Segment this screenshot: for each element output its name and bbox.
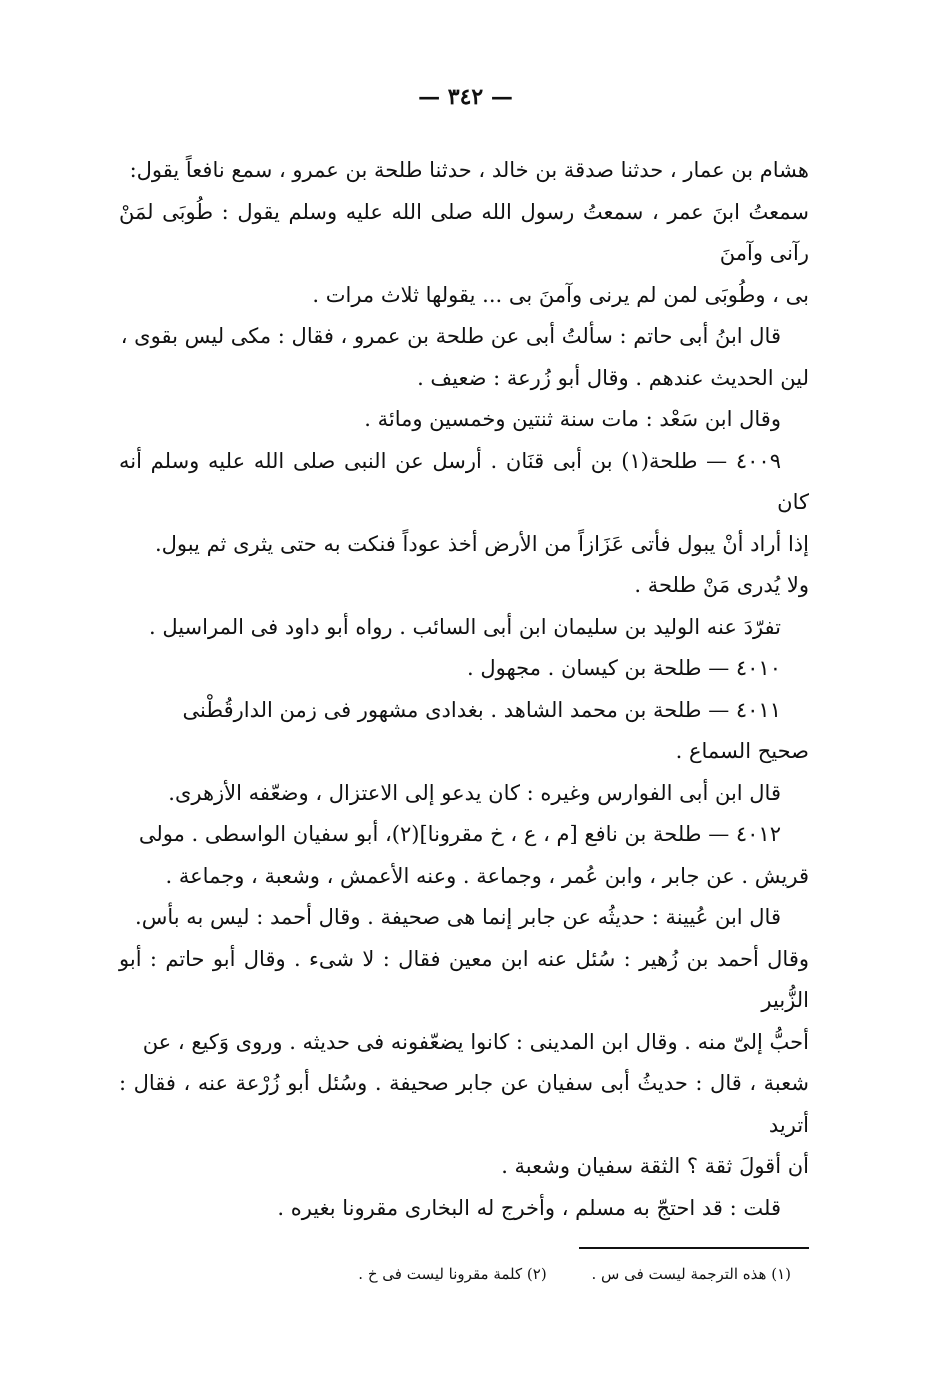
footnote-1: (١) هذه الترجمة ليست فى س . — [591, 1265, 791, 1283]
text-line: شعبة ، قال : حديثُ أبى سفيان عن جابر صحيفة . وسُئل أبو زُرْعة عنه ، فقال : أتريد — [119, 1071, 809, 1137]
text-line: وقال أحمد بن زُهير : سُئل عنه ابن معين فقال : لا شىء . وقال أبو حاتم : أبو الزُّبير — [119, 946, 809, 1012]
text-line: لين الحديث عندهم . وقال أبو زُرعة : ضعيف . — [417, 365, 809, 390]
entry-4010: ٤٠١٠ — طلحة بن كيسان . مجهول . — [467, 656, 781, 680]
text-line: ولا يُدرى مَنْ طلحة . — [634, 573, 809, 597]
footnotes — [231, 1260, 791, 1288]
entry-4012: ٤٠١٢ — طلحة بن نافع [م ، ع ، خ مقرونا](٢)، أبو سفيان الواسطى . مولى — [138, 822, 781, 846]
text-line: هشام بن عمار ، حدثنا صدقة بن خالد ، حدثنا طلحة بن عمرو ، سمع نافعاً يقول: — [129, 158, 809, 182]
text-line: قال ابن أبى الفوارس وغيره : كان يدعو إلى الاعتزال ، وضعّفه الأزهرى. — [168, 780, 781, 805]
text-line: صحيح السماع . — [675, 739, 809, 763]
text-line: قلت : قد احتجّ به مسلم ، وأخرج له البخارى مقرونا بغيره . — [277, 1195, 781, 1220]
footnote-2: (٢) كلمة مقرونا ليست فى خ . — [358, 1265, 547, 1283]
text-line: قريش . عن جابر ، وابن عُمر ، وجماعة . وعنه الأعمش ، وشعبة ، وجماعة . — [165, 863, 809, 888]
text-line: تفرّدَ عنه الوليد بن سليمان ابن أبى السائب . رواه أبو داود فى المراسيل . — [148, 614, 781, 639]
main-text — [119, 150, 809, 1229]
footnote-divider — [579, 1247, 809, 1249]
text-line: وقال ابن سَعْد : مات سنة ثنتين وخمسين ومائة . — [364, 407, 781, 431]
text-line: قال ابنُ أبى حاتم : سألتُ أبى عن طلحة بن عمرو ، فقال : مكى ليس بقوى ، — [120, 324, 781, 348]
text-line: أحبُّ إلىّ منه . وقال ابن المدينى : كانوا يضعّفونه فى حديثه . وروى وَكيع ، عن — [142, 1029, 809, 1054]
text-line: قال ابن عُيينة : حديثُه عن جابر إنما هى صحيفة . وقال أحمد : ليس به بأس. — [135, 905, 781, 929]
text-line: بى ، وطُوبَى لمن لم يرنى وآمنَ بى ... يقولها ثلاث مرات . — [312, 282, 809, 307]
entry-4009: ٤٠٠٩ — طلحة(١) بن أبى قنَان . أرسل عن النبى صلى الله عليه وسلم أنه كان — [119, 448, 809, 514]
text-line: سمعتُ ابنَ عمر ، سمعتُ رسول الله صلى الله عليه وسلم يقول : طُوبَى لمَنْ رآنى وآمنَ — [119, 199, 809, 265]
entry-4011: ٤٠١١ — طلحة بن محمد الشاهد . بغدادى مشهور فى زمن الدارقُطْنى — [182, 697, 781, 722]
page-number: — ٣٤٢ — — [418, 84, 513, 110]
text-line: أن أقولَ ثقة ؟ الثقة سفيان وشعبة . — [501, 1154, 809, 1178]
text-line: إذا أراد أنْ يبول فأتى عَزَازاً من الأرض أخذ عوداً فنكت به حتى يثرى ثم يبول. — [154, 531, 809, 556]
